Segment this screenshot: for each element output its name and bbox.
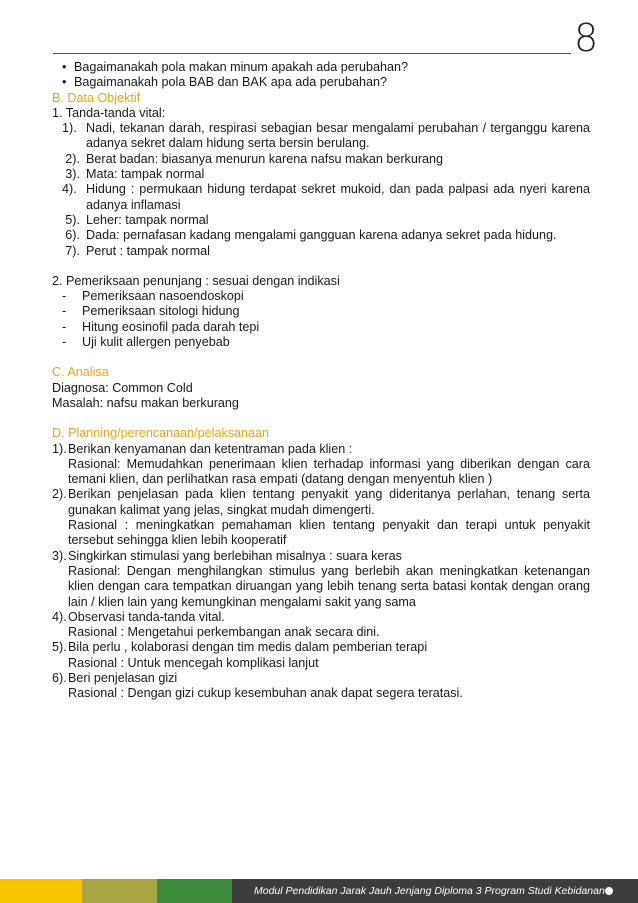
planning-item: 5). Bila perlu , kolaborasi dengan tim medis dalam pemberian terapi — [52, 640, 428, 655]
support-item: - Hitung eosinofil pada darah tepi — [62, 319, 260, 334]
support-item: - Uji kulit allergen penyebab — [62, 335, 230, 350]
objective-heading: B. Data Objektif — [52, 90, 141, 105]
vital-item: 6). Dada: pernafasan kadang mengalami gangguan karena adanya sekret pada hidung. — [65, 228, 557, 243]
planning-item: 1). Berikan kenyamanan dan ketentraman pada klien : — [52, 441, 353, 456]
page-number: 8 — [574, 16, 599, 60]
planning-rationale: Rasional : Mengetahui perkembangan anak secara dini. — [68, 625, 380, 640]
spacer — [52, 411, 590, 426]
spacer — [52, 350, 590, 365]
planning-rationale: Rasional: Dengan menghilangkan stimulus yang berlebih akan meningkatkan ketenangan klien dengan cara tempatkan diruangan yang lebih tenang serta batasi kontak dengan orang lain / klien lain yang kemungkinan mengalami sakit yang sama — [68, 563, 590, 609]
footer-segment-green — [157, 879, 232, 903]
vital-item: 5). Leher: tampak normal — [65, 212, 209, 227]
planning-item: 3). Singkirkan stimulasi yang berlebihan misalnya : suara keras — [52, 548, 402, 563]
planning-item: 4). Observasi tanda-tanda vital. — [52, 609, 225, 624]
planning-item: 6). Beri penjelasan gizi — [52, 670, 178, 685]
planning-item: 2). Berikan penjelasan pada klien tentang penyakit yang dideritanya perlahan, tenang serta gunakan kalimat yang jelas, singkat mudah dimengerti. — [52, 487, 590, 517]
diagnosis-text: Diagnosa: Common Cold — [52, 380, 193, 395]
planning-rationale: Rasional: Memudahkan penerimaan klien terhadap informasi yang diberikan dengan cara temani klien, dan perlihatkan rasa empati (datang dengan menyentuh klien ) — [68, 456, 590, 487]
footer-segment-yellow — [0, 879, 82, 903]
vital-item: 4). Hidung : permukaan hidung terdapat sekret mukoid, dan pada palpasi ada nyeri karena adanya inflamasi — [62, 182, 590, 212]
analysis-heading: C. Analisa — [52, 365, 109, 380]
spacer — [52, 259, 590, 274]
header-rule — [53, 53, 571, 54]
vital-item: 3). Mata: tampak normal — [65, 167, 205, 182]
problem-text: Masalah: nafsu makan berkurang — [52, 395, 239, 410]
planning-rationale: Rasional : meningkatkan pemahaman klien tentang penyakit dan terapi untuk penyakit tersebut sehingga klien lebih kooperatif — [68, 518, 590, 548]
support-exam-title: 2. Pemeriksaan penunjang : sesuai dengan indikasi — [52, 273, 340, 288]
footer-dot-icon — [605, 887, 613, 895]
vital-item: 2). Berat badan: biasanya menurun karena nafsu makan berkurang — [65, 151, 444, 166]
support-item: - Pemeriksaan nasoendoskopi — [62, 289, 244, 304]
subjective-bullet-2: • Bagaimanakah pola BAB dan BAK apa ada perubahan? — [52, 75, 590, 90]
vital-signs-title: 1. Tanda-tanda vital: — [52, 105, 166, 120]
footer-segment-olive — [82, 879, 157, 903]
planning-rationale: Rasional : Dengan gizi cukup kesembuhan anak dapat segera teratasi. — [68, 686, 463, 701]
vital-item: 7). Perut : tampak normal — [65, 243, 210, 258]
support-item: - Pemeriksaan sitologi hidung — [62, 304, 240, 319]
vital-item: 1). Nadi, tekanan darah, respirasi sebagian besar mengalami perubahan / terganggu karena adanya sekret dalam hidung serta bersin berulang. — [62, 121, 590, 151]
subjective-bullet-1: • Bagaimanakah pola makan minum apakah ada perubahan? — [52, 60, 590, 75]
footer-text: Modul Pendidikan Jarak Jauh Jenjang Diploma 3 Program Studi Kebidanan — [254, 885, 605, 897]
planning-heading: D. Planning/perencanaan/pelaksanaan — [52, 426, 270, 441]
planning-rationale: Rasional : Untuk mencegah komplikasi lanjut — [68, 655, 319, 670]
document-body — [52, 60, 590, 702]
